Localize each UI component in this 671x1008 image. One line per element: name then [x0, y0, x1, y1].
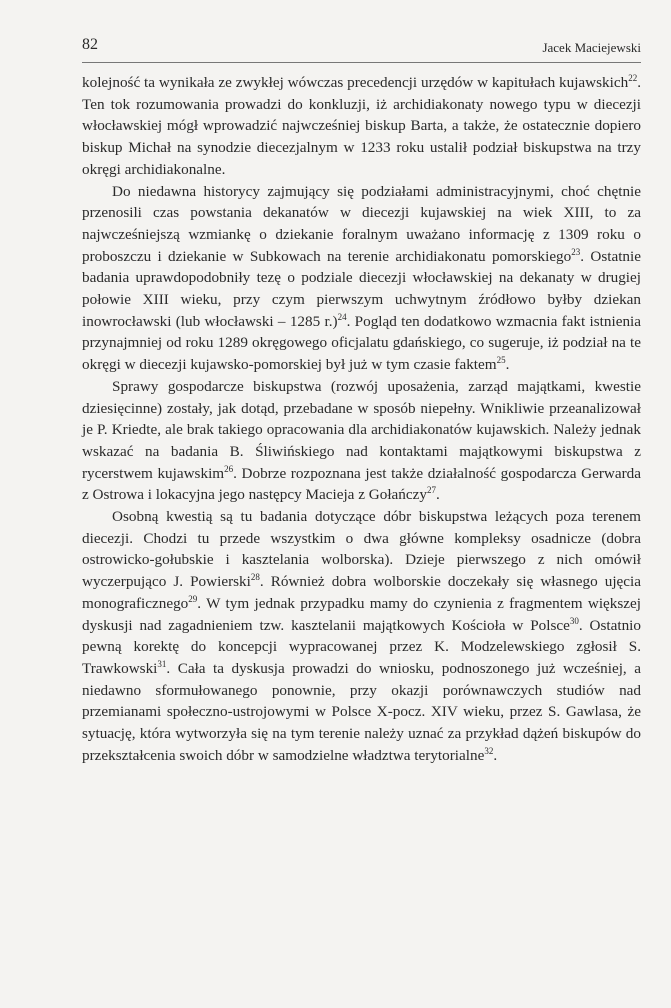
text-run: . Ostatnio pewną korektę do koncepcji wypracowanej przez K. Modzelewskiego zgłosił S. Trawkowski [82, 616, 641, 677]
text-run: Do niedawna historycy zajmujący się podziałami administracyjnymi, choć chętnie przenosili czas powstania dekanatów w diecezji kujawskiej na wiek XIII, to za najwcześniejszą wzmiankę o dziekanie foralnym uważano informację z 1309 roku o proboszczu i dziekanie w Subkowach na terenie archidiakonatu pomorskiego [82, 182, 641, 265]
footnote-ref: 31 [157, 658, 167, 669]
footnote-ref: 28 [250, 572, 260, 583]
text-run: Osobną kwestią są tu badania dotyczące dóbr biskupstwa leżących poza terenem diecezji. Chodzi tu przede wszystkim o dwa główne kompleksy osadnicze (dobra ostrowicko-gołubskie i kasztelania wolborska). Dzieje pierwszego z nich omówił wyczerpująco J. Powierski [82, 508, 641, 591]
text-run: . [505, 356, 510, 374]
page-number: 82 [82, 36, 98, 53]
footnote-ref: 23 [571, 246, 581, 257]
body-text [82, 72, 641, 767]
text-run: . Również dobra wolborskie doczekały się własnego ujęcia monograficznego [82, 573, 641, 612]
text-run: . Dobrze rozpoznana jest także działalność gospodarcza Gerwarda z Ostrowa i lokacyjna jego następcy Macieja z Gołańczy [82, 464, 641, 504]
text-run: . [435, 486, 440, 504]
paragraph [82, 506, 641, 766]
footnote-ref: 27 [426, 485, 436, 496]
text-run: . [493, 746, 498, 764]
footnote-ref: 22 [628, 73, 638, 83]
footnote-ref: 25 [496, 355, 506, 366]
footnote-ref: 26 [224, 463, 234, 474]
text-run: . W tym jednak przypadku mamy do czynienia z fragmentem większej dyskusji nad zagadnieniem tzw. kasztelanii majątkowych Kościoła w Polsce [82, 594, 641, 634]
footnote-ref: 32 [484, 745, 494, 756]
footnote-ref: 30 [569, 615, 579, 626]
running-head-author: Jacek Maciejewski [542, 40, 641, 55]
footnote-ref: 24 [337, 311, 347, 322]
paragraph [82, 72, 641, 181]
paragraph [82, 181, 641, 376]
paragraph [82, 376, 641, 506]
page-header [82, 34, 641, 63]
text-run: Sprawy gospodarcze biskupstwa (rozwój uposażenia, zarząd majątkami, kwestie dziesięcinne) zostały, jak dotąd, przebadane w sposób niepełny. Wnikliwie przeanalizował je P. Kriedte, ale brak takiego opracowania dla archidiakonatów kujawskich. Należy jednak wskazać na badania B. Śliwińskiego nad kontaktami majątkowymi biskupstwa z rycerstwem kujawskim [82, 377, 641, 482]
footnote-ref: 29 [188, 593, 198, 604]
text-run: . Ten tok rozumowania prowadzi do konkluzji, iż archidiakonaty nowego typu w diecezji włocławskiej mógł wprowadzić najwcześniej biskup Barta, a także, że ostatecznie dopiero biskup Michał na synodzie diecezjalnym w 1233 roku ustalił podział biskupstwa na trzy okręgi archidiakonalne. [82, 74, 641, 178]
text-run: . Cała ta dyskusja prowadzi do wniosku, podnoszonego już wcześniej, a niedawno sformułowanego ponownie, przy okazji porównawczych studiów nad przemianami społeczno-ustrojowymi w Polsce X-pocz. XIV wieku, przez S. Gawlasa, że sytuację, która wytworzyła się na tym terenie należy uznać za przykład dążeń biskupów do przekształcenia swoich dóbr w samodzielne władztwa terytorialne [82, 659, 641, 764]
text-run: . Ostatnie badania uprawdopodobniły tezę o podziale diecezji włocławskiej na dekanaty w drugiej połowie XIII wieku, przy czym pierwszym uchwytnym źródłowo byłby dziekan inowrocławski (lub włocławski – 1285 r.) [82, 247, 641, 330]
text-run: kolejność ta wynikała ze zwykłej wówczas precedencji urzędów w kapitułach kujawskich [82, 74, 629, 91]
text-run: . Pogląd ten dodatkowo wzmacnia fakt istnienia przynajmniej od roku 1289 okręgowego oficjalatu gdańskiego, co sugeruje, iż podział na te okręgi w diecezji kujawsko-pomorskiej był już w tym czasie faktem [82, 312, 641, 374]
